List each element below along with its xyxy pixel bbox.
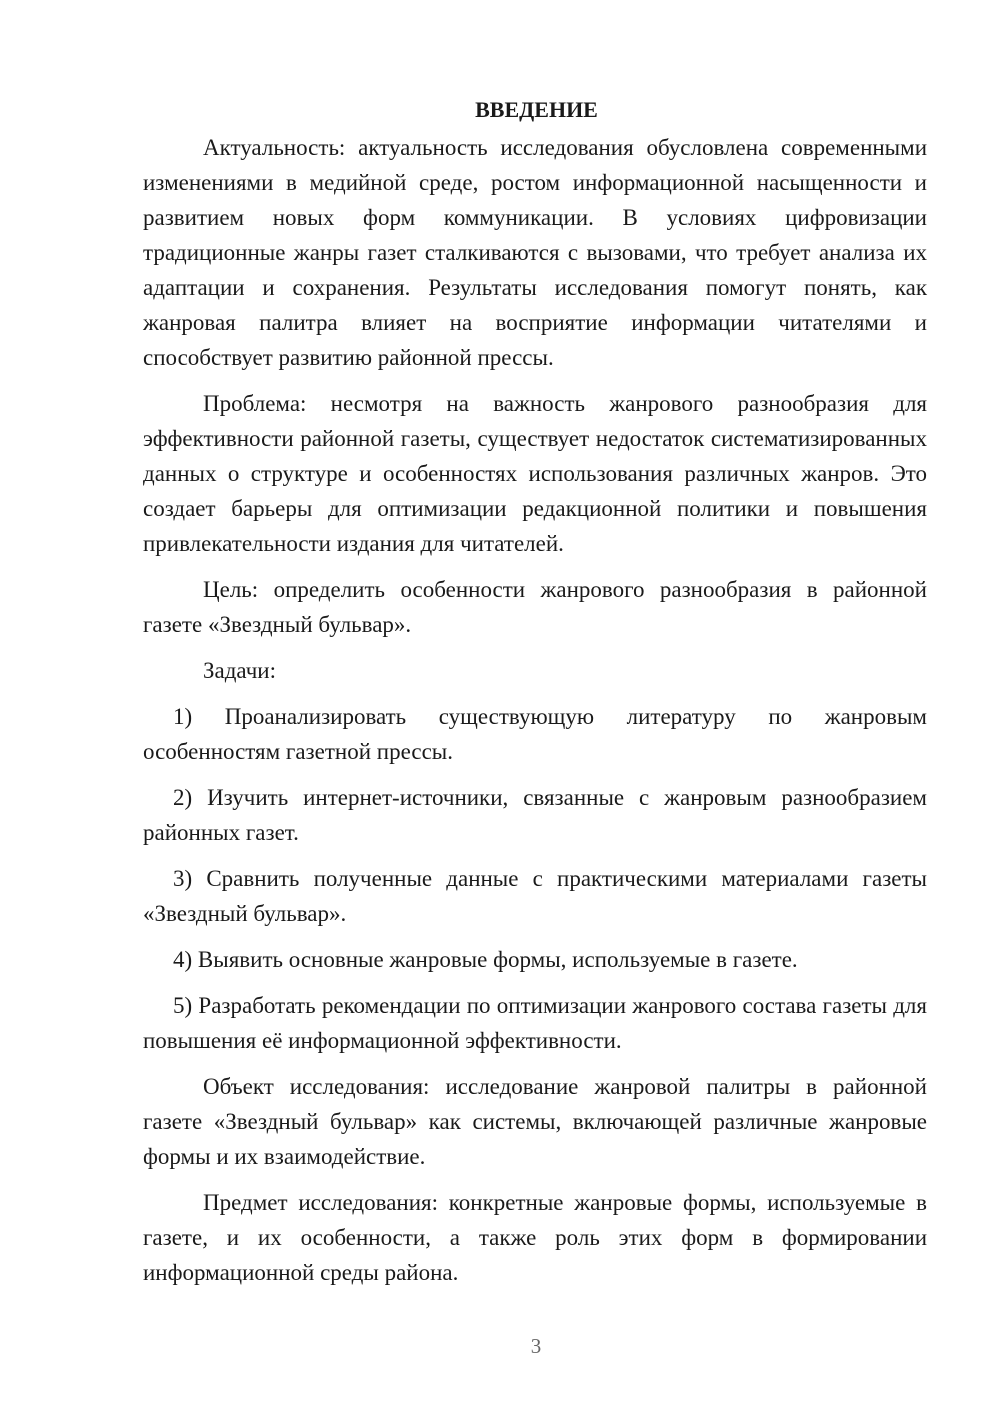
task-item-2: 2) Изучить интернет-источники, связанные с жанровым разнообразием районных газет. — [143, 785, 927, 845]
paragraph-object: Объект исследования: исследование жанровой палитры в районной газете «Звездный бульвар» как системы, включающей различные жанровые формы и их взаимодействие. — [143, 1074, 927, 1169]
task-item-3: 3) Сравнить полученные данные с практическими материалами газеты «Звездный бульвар». — [143, 866, 927, 926]
task-item-5: 5) Разработать рекомендации по оптимизации жанрового состава газеты для повышения её информационной эффективности. — [143, 993, 927, 1053]
task-item-4: 4) Выявить основные жанровые формы, используемые в газете. — [173, 947, 798, 972]
task-item-1: 1) Проанализировать существующую литературу по жанровым особенностям газетной прессы. — [143, 704, 927, 764]
paragraph-goal: Цель: определить особенности жанрового разнообразия в районной газете «Звездный бульвар». — [143, 577, 927, 637]
tasks-heading: Задачи: — [203, 658, 276, 683]
paragraph-problem: Проблема: несмотря на важность жанрового разнообразия для эффективности районной газеты, существует недостаток систематизированных данных о структуре и особенностях использования различных жанров. Это создает барьеры для оптимизации редакционной политики и повышения привлекательности издания для читателей. — [143, 391, 927, 556]
page-number: 3 — [530, 1334, 542, 1358]
document-title: ВВЕДЕНИЕ — [475, 97, 598, 122]
paragraph-subject: Предмет исследования: конкретные жанровые формы, используемые в газете, и их особенности, а также роль этих форм в формировании информационной среды района. — [143, 1190, 927, 1285]
document-page — [143, 92, 927, 1301]
paragraph-relevance: Актуальность: актуальность исследования обусловлена современными изменениями в медийной среде, ростом информационной насыщенности и развитием новых форм коммуникации. В условиях цифровизации традиционные жанры газет сталкиваются с вызовами, что требует анализа их адаптации и сохранения. Результаты исследования помогут понять, как жанровая палитра влияет на восприятие информации читателями и способствует развитию районной прессы. — [143, 135, 927, 370]
